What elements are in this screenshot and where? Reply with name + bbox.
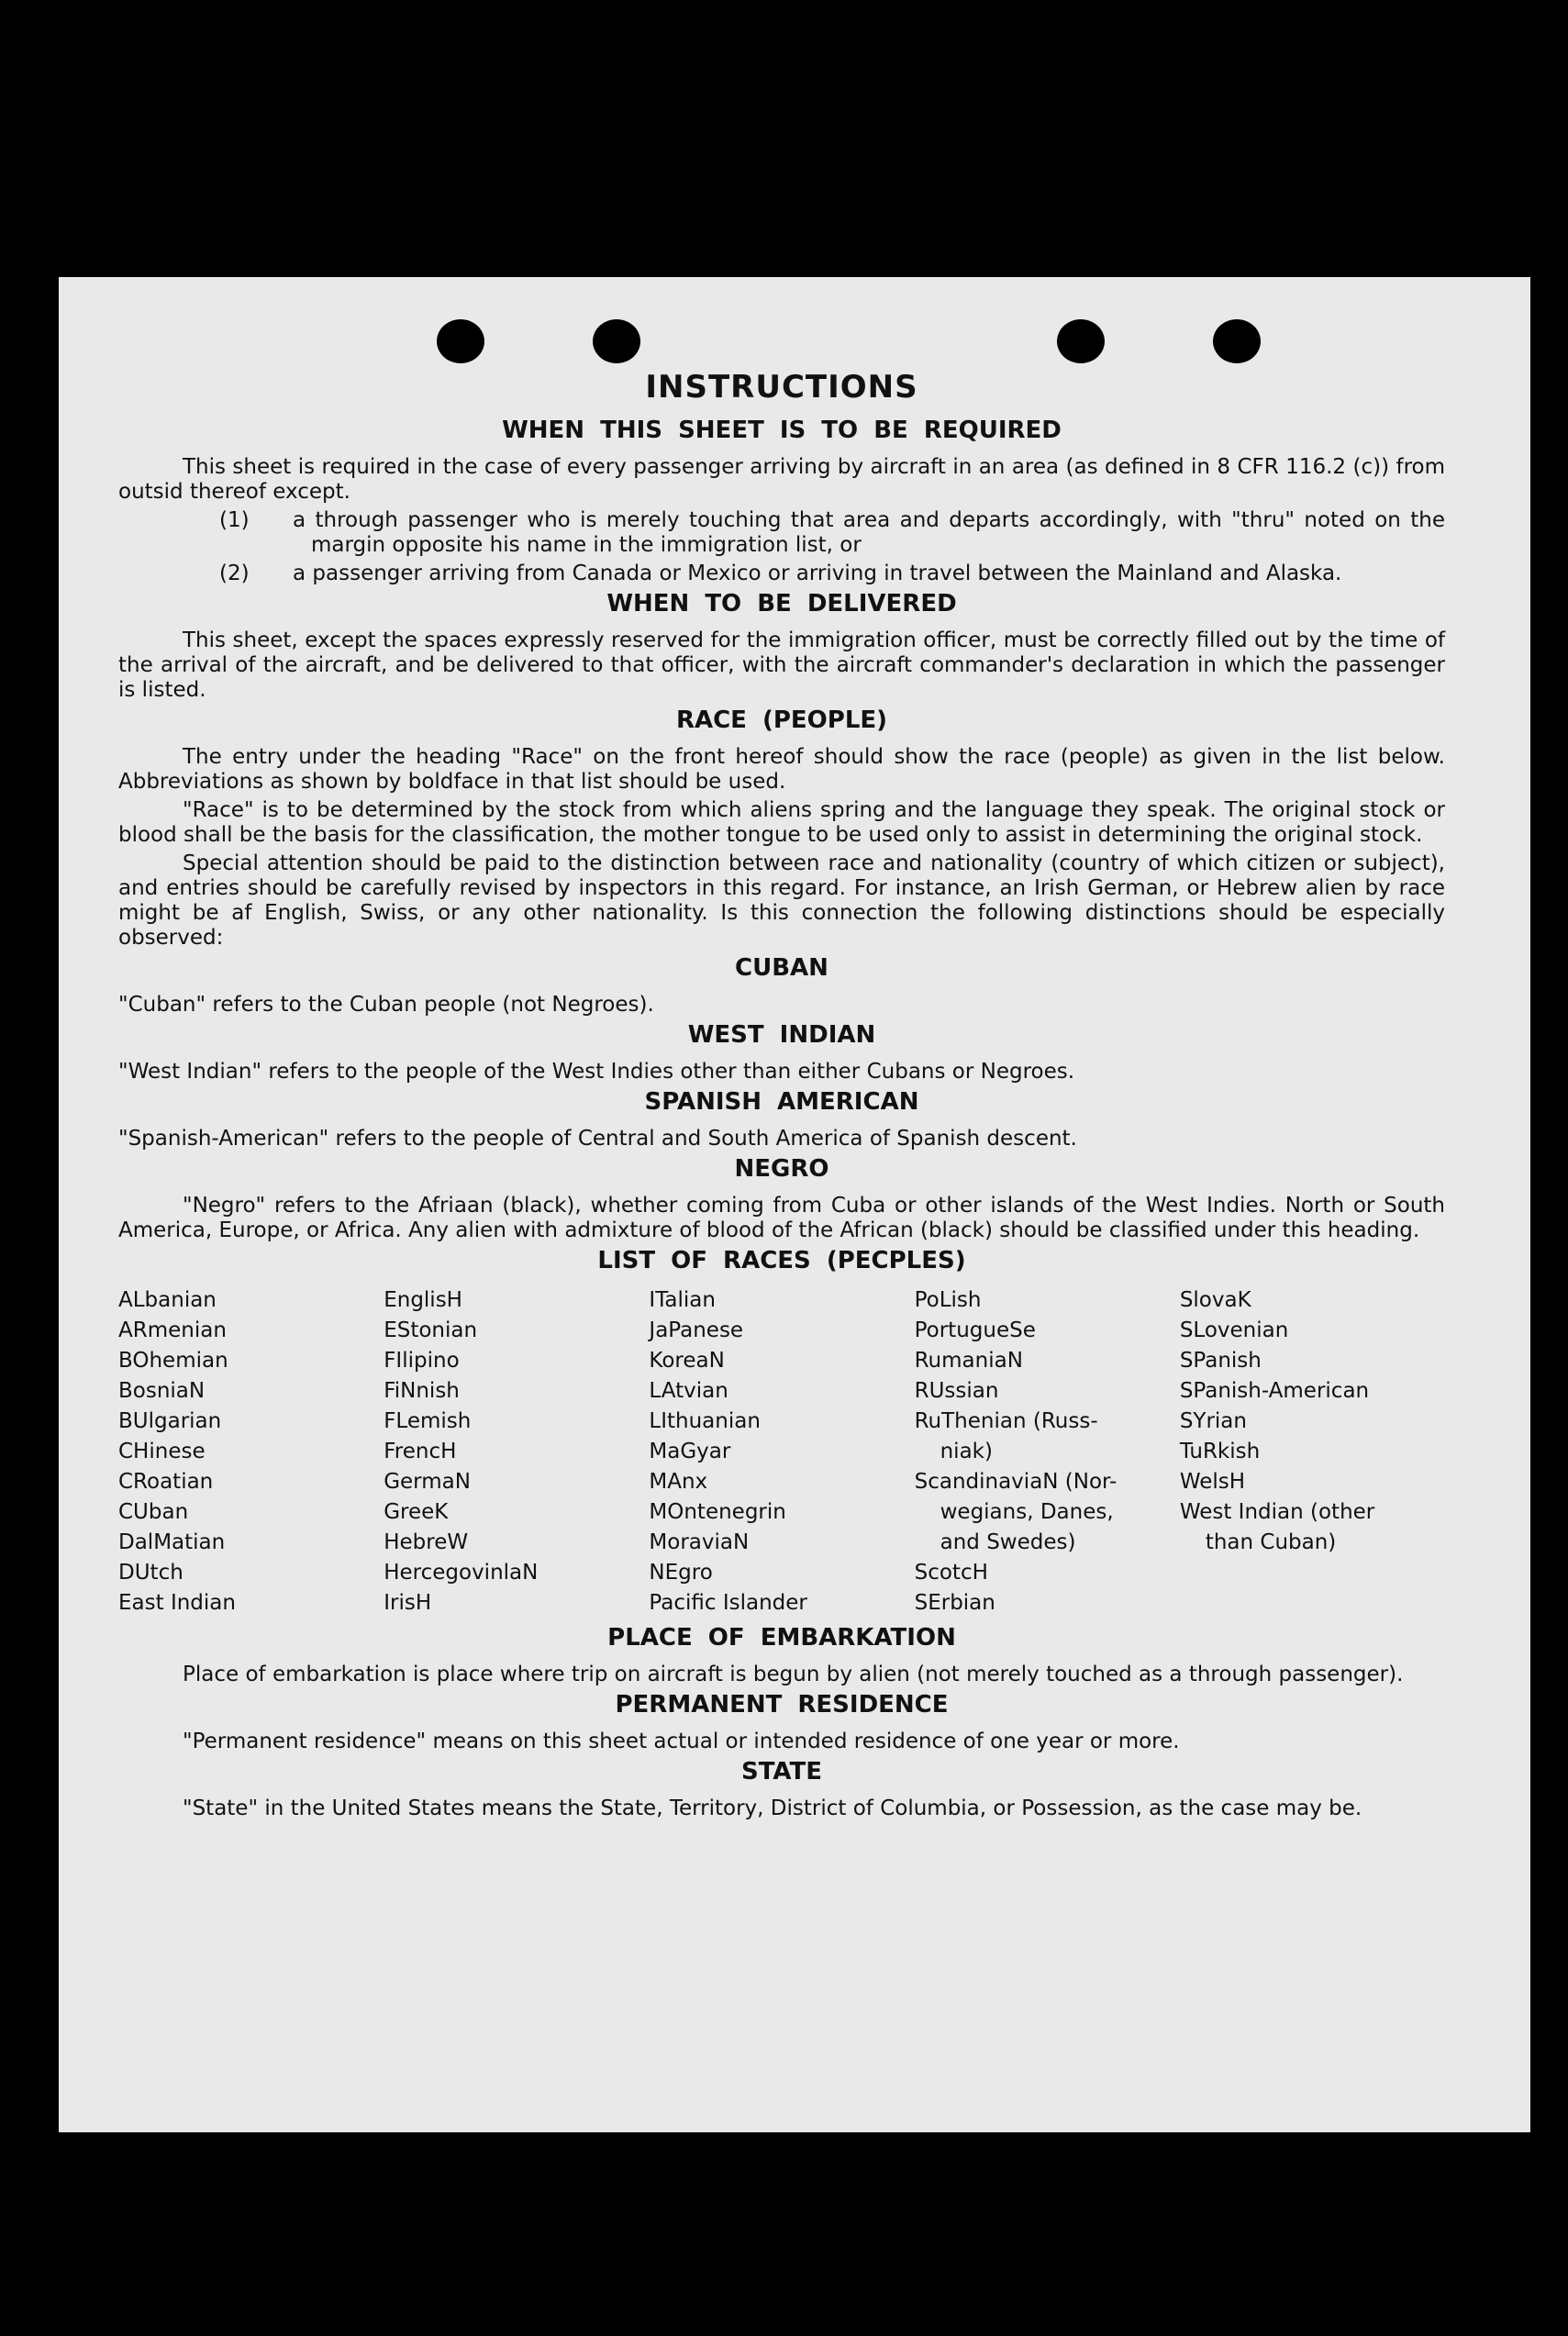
race-item: DUtch (118, 1561, 183, 1585)
race-item: ALbanian (118, 1288, 217, 1312)
race-item: SLovenian (1179, 1318, 1289, 1342)
race-item: MAnx (649, 1470, 708, 1494)
race-item: FLemish (384, 1409, 472, 1433)
item-text: a through passenger who is merely touching that area and departs accordingly, with "thru" noted on the margin opposite his name in the immigration list, or (293, 508, 1445, 557)
paragraph: This sheet, except the spaces expressly reserved for the immigration officer, must be correctly filled out by the time of the arrival of the aircraft, and be delivered to that officer, with the aircraft commander's declaration in which the passenger is listed. (118, 628, 1445, 702)
race-item: West Indian (other (1179, 1500, 1375, 1524)
race-item: LIthuanian (649, 1409, 761, 1433)
race-item: EStonian (384, 1318, 478, 1342)
paragraph: "Spanish-American" refers to the people of Central and South America of Spanish descent. (118, 1127, 1077, 1151)
race-item: BUlgarian (118, 1409, 222, 1433)
race-item: FrencH (384, 1440, 457, 1463)
heading-spanish-american: SPANISH AMERICAN (644, 1088, 919, 1116)
race-item: CHinese (118, 1440, 206, 1463)
race-item: MaGyar (649, 1440, 731, 1463)
paragraph: Place of embarkation is place where trip on aircraft is begun by alien (not merely touched as a through passenger). (183, 1663, 1404, 1686)
race-item: ScandinaviaN (Nor- (914, 1470, 1118, 1494)
race-item: NEgro (649, 1561, 713, 1585)
race-item: MoraviaN (649, 1530, 750, 1554)
item-number: (1) (219, 508, 250, 532)
page-title: INSTRUCTIONS (645, 369, 918, 406)
paragraph: "Race" is to be determined by the stock from which aliens spring and the language they speak. The original stock or blood shall be the basis for the classification, the mother tongue to be used only to assist in determining the original stock. (118, 798, 1445, 847)
heading-permanent-residence: PERMANENT RESIDENCE (615, 1691, 949, 1719)
punch-hole (1213, 319, 1261, 363)
race-item: GreeK (384, 1500, 449, 1524)
paragraph: Special attention should be paid to the distinction between race and nationality (country of which citizen or subject), and entries should be carefully revised by inspectors in this regard. For instance, an Irish German, or Hebrew alien by race might be af English, Swiss, or any other nationality. Is this connection the following distinctions should be especially observed: (118, 851, 1445, 950)
paragraph: "Permanent residence" means on this sheet actual or intended residence of one year or more. (183, 1730, 1180, 1753)
races-column (1180, 1285, 1445, 1619)
paragraph: "West Indian" refers to the people of the West Indies other than either Cubans or Negroes. (118, 1060, 1075, 1084)
item-number: (2) (219, 562, 250, 585)
paragraph: "Cuban" refers to the Cuban people (not Negroes). (118, 993, 654, 1017)
race-item: TuRkish (1179, 1440, 1261, 1463)
heading-negro: NEGRO (734, 1155, 829, 1183)
race-item: RUssian (914, 1379, 999, 1403)
race-item: EnglisH (384, 1288, 462, 1312)
races-list (118, 1285, 1445, 1619)
races-column (118, 1285, 384, 1619)
race-item: IrisH (384, 1591, 432, 1615)
race-item: RumaniaN (914, 1349, 1023, 1373)
heading-race: RACE (PEOPLE) (675, 706, 888, 734)
race-item: than Cuban) (1205, 1530, 1337, 1554)
race-item: and Swedes) (940, 1530, 1076, 1554)
heading-cuban: CUBAN (735, 954, 828, 982)
punch-hole (437, 319, 484, 363)
list-item (118, 562, 1445, 586)
race-item: SErbian (914, 1591, 995, 1615)
instruction-sheet (59, 277, 1530, 2132)
heading-state: STATE (740, 1758, 823, 1785)
race-item: DalMatian (118, 1530, 226, 1554)
race-item: wegians, Danes, (940, 1500, 1114, 1524)
paragraph: "State" in the United States means the State, Territory, District of Columbia, or Possession, as the case may be. (183, 1796, 1362, 1820)
race-item: SPanish-American (1179, 1379, 1370, 1403)
paragraph: "Negro" refers to the Afriaan (black), whether coming from Cuba or other islands of the West Indies. North or South America, Europe, or Africa. Any alien with admixture of blood of the African (black) should be classified under this heading. (118, 1194, 1445, 1242)
race-item: FiNnish (384, 1379, 460, 1403)
heading-embarkation: PLACE OF EMBARKATION (607, 1624, 956, 1652)
race-item: CRoatian (118, 1470, 214, 1494)
race-item: BosniaN (118, 1379, 206, 1403)
list-item (118, 508, 1445, 558)
race-item: ITalian (649, 1288, 716, 1312)
race-item: SYrian (1179, 1409, 1247, 1433)
race-item: GermaN (384, 1470, 471, 1494)
race-item: East Indian (118, 1591, 236, 1615)
document-body (118, 369, 1445, 1825)
race-item: RuThenian (Russ- (914, 1409, 1098, 1433)
heading-when-required: WHEN THIS SHEET IS TO BE REQUIRED (502, 417, 1062, 444)
race-item: WelsH (1179, 1470, 1246, 1494)
race-item: ScotcH (914, 1561, 988, 1585)
punch-hole (1057, 319, 1105, 363)
race-item: BOhemian (118, 1349, 228, 1373)
races-column (915, 1285, 1180, 1619)
race-item: MOntenegrin (649, 1500, 786, 1524)
race-item: CUban (118, 1500, 189, 1524)
heading-west-indian: WEST INDIAN (687, 1021, 876, 1049)
paragraph: The entry under the heading "Race" on the front hereof should show the race (people) as given in the list below. Abbreviations as shown by boldface in that list should be used. (118, 745, 1445, 794)
race-item: FIlipino (384, 1349, 460, 1373)
race-item: Pacific Islander (649, 1591, 807, 1615)
race-item: JaPanese (649, 1318, 744, 1342)
race-item: SPanish (1179, 1349, 1262, 1373)
heading-when-delivered: WHEN TO BE DELIVERED (606, 590, 957, 617)
race-item: niak) (940, 1440, 993, 1463)
race-item: SlovaK (1179, 1288, 1251, 1312)
paragraph: This sheet is required in the case of every passenger arriving by aircraft in an area (as defined in 8 CFR 116.2 (c)) from outsid thereof except. (118, 455, 1445, 504)
race-item: LAtvian (649, 1379, 728, 1403)
heading-list-of-races: LIST OF RACES (PECPLES) (597, 1247, 966, 1274)
race-item: PortugueSe (914, 1318, 1036, 1342)
race-item: KoreaN (649, 1349, 725, 1373)
race-item: HebreW (384, 1530, 469, 1554)
race-item: PoLish (914, 1288, 982, 1312)
race-item: ARmenian (118, 1318, 227, 1342)
race-item: HercegovinlaN (384, 1561, 539, 1585)
races-column (384, 1285, 649, 1619)
punch-hole (593, 319, 640, 363)
item-text: a passenger arriving from Canada or Mexico or arriving in travel between the Mainland and Alaska. (293, 562, 1342, 585)
races-column (649, 1285, 914, 1619)
